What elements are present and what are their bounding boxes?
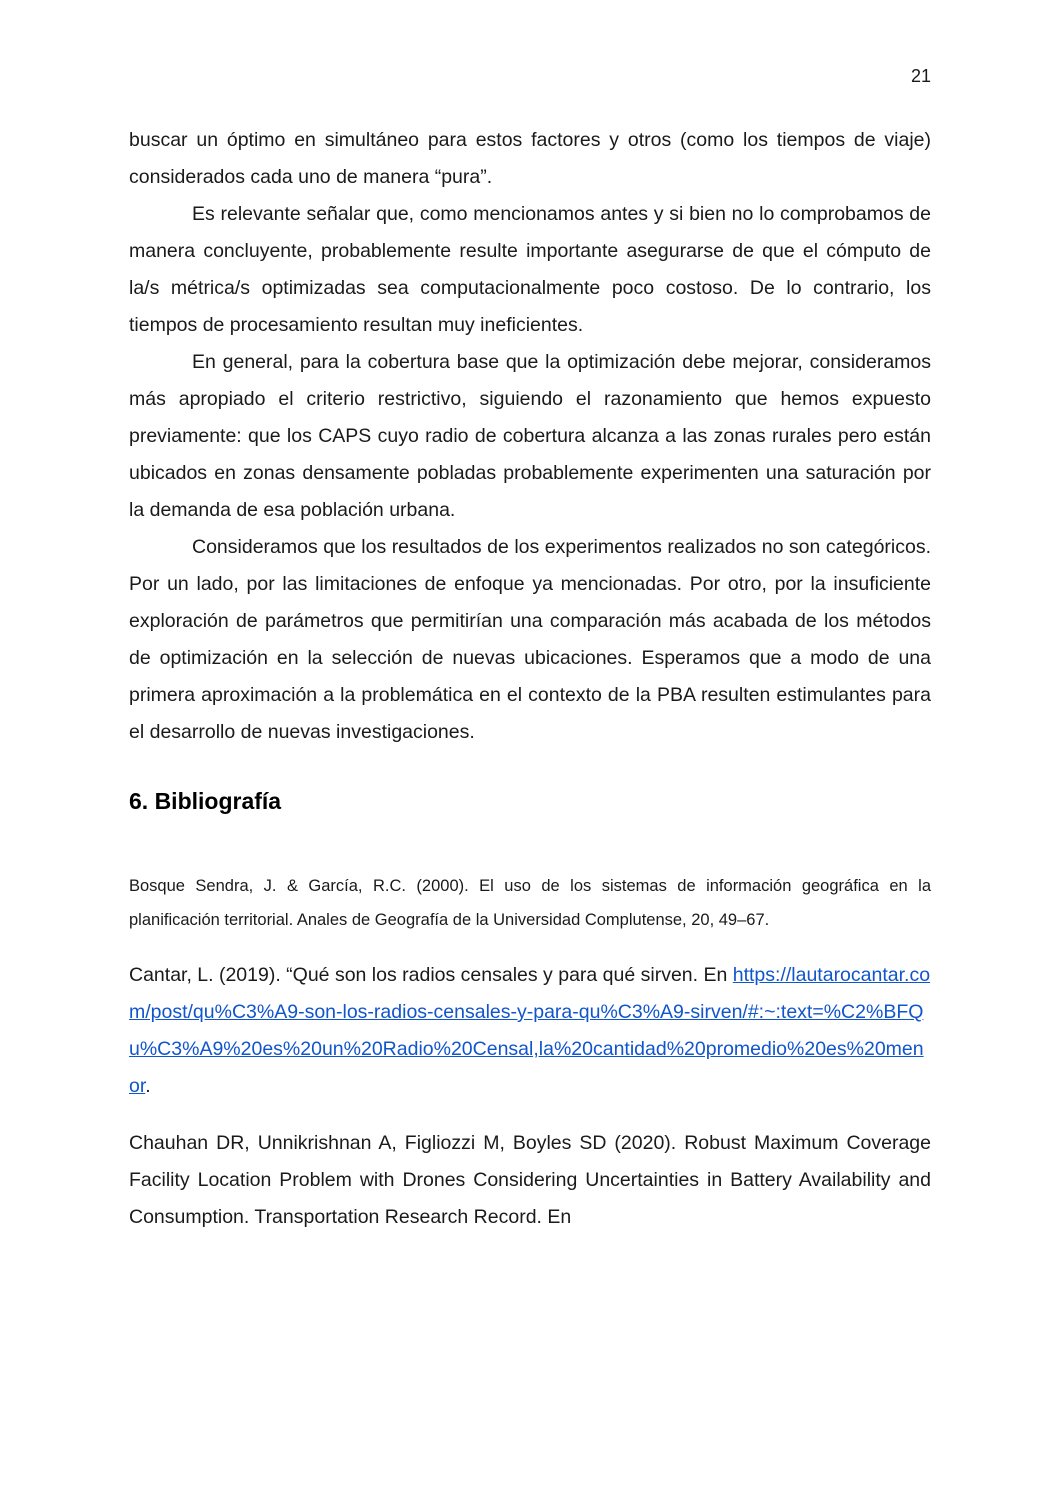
body-paragraph: En general, para la cobertura base que la optimización debe mejorar, consideramos más apropiado el criterio restrictivo, siguiendo el razonamiento que hemos expuesto previamente: que los CAPS cuyo radio de cobertura alcanza a las zonas rurales pero están ubicados en zonas densamente pobladas probablemente experimenten una saturación por la demanda de esa población urbana.: [129, 351, 931, 521]
page-number: 21: [910, 66, 931, 86]
reference-link[interactable]: https://lautarocantar.com/post/qu%C3%A9-son-los-radios-censales-y-para-qu%C3%A9-sirven/#:~:text=%C2%BFQu%C3%A9%20es%20un%20Radio%20Censal,la%20cantidad%20promedio%20es%20menor: [129, 964, 931, 1097]
reference-cantar: [129, 957, 931, 1105]
bibliography-list: [129, 869, 931, 1236]
body-paragraph: buscar un óptimo en simultáneo para estos factores y otros (como los tiempos de viaje) considerados cada uno de manera “pura”.: [129, 129, 931, 188]
page-content: [129, 122, 931, 1236]
body-paragraph: Consideramos que los resultados de los experimentos realizados no son categóricos. Por un lado, por las limitaciones de enfoque ya mencionadas. Por otro, por la insuficiente exploración de parámetros que permitirían una comparación más acabada de los métodos de optimización en la selección de nuevas ubicaciones. Esperamos que a modo de una primera aproximación a la problemática en el contexto de la PBA resulten estimulantes para el desarrollo de nuevas investigaciones.: [129, 536, 931, 743]
reference-text: Cantar, L. (2019). “Qué son los radios censales y para qué sirven. En: [129, 964, 733, 986]
reference-chauhan: Chauhan DR, Unnikrishnan A, Figliozzi M, Boyles SD (2020). Robust Maximum Coverage Facility Location Problem with Drones Considering Uncertainties in Battery Availability and Consumption. Transportation Research Record. En: [129, 1132, 931, 1228]
section-heading-bibliography: 6. Bibliografía: [129, 788, 282, 814]
reference-bosque: Bosque Sendra, J. & García, R.C. (2000). El uso de los sistemas de información geográfica en la planificación territorial. Anales de Geografía de la Universidad Complutense, 20, 49–67.: [129, 877, 931, 929]
reference-text-end: .: [145, 1075, 151, 1097]
body-paragraph: Es relevante señalar que, como mencionamos antes y si bien no lo comprobamos de manera concluyente, probablemente resulte importante asegurarse de que el cómputo de la/s métrica/s optimizadas sea computacionalmente poco costoso. De lo contrario, los tiempos de procesamiento resultan muy ineficientes.: [129, 203, 931, 336]
